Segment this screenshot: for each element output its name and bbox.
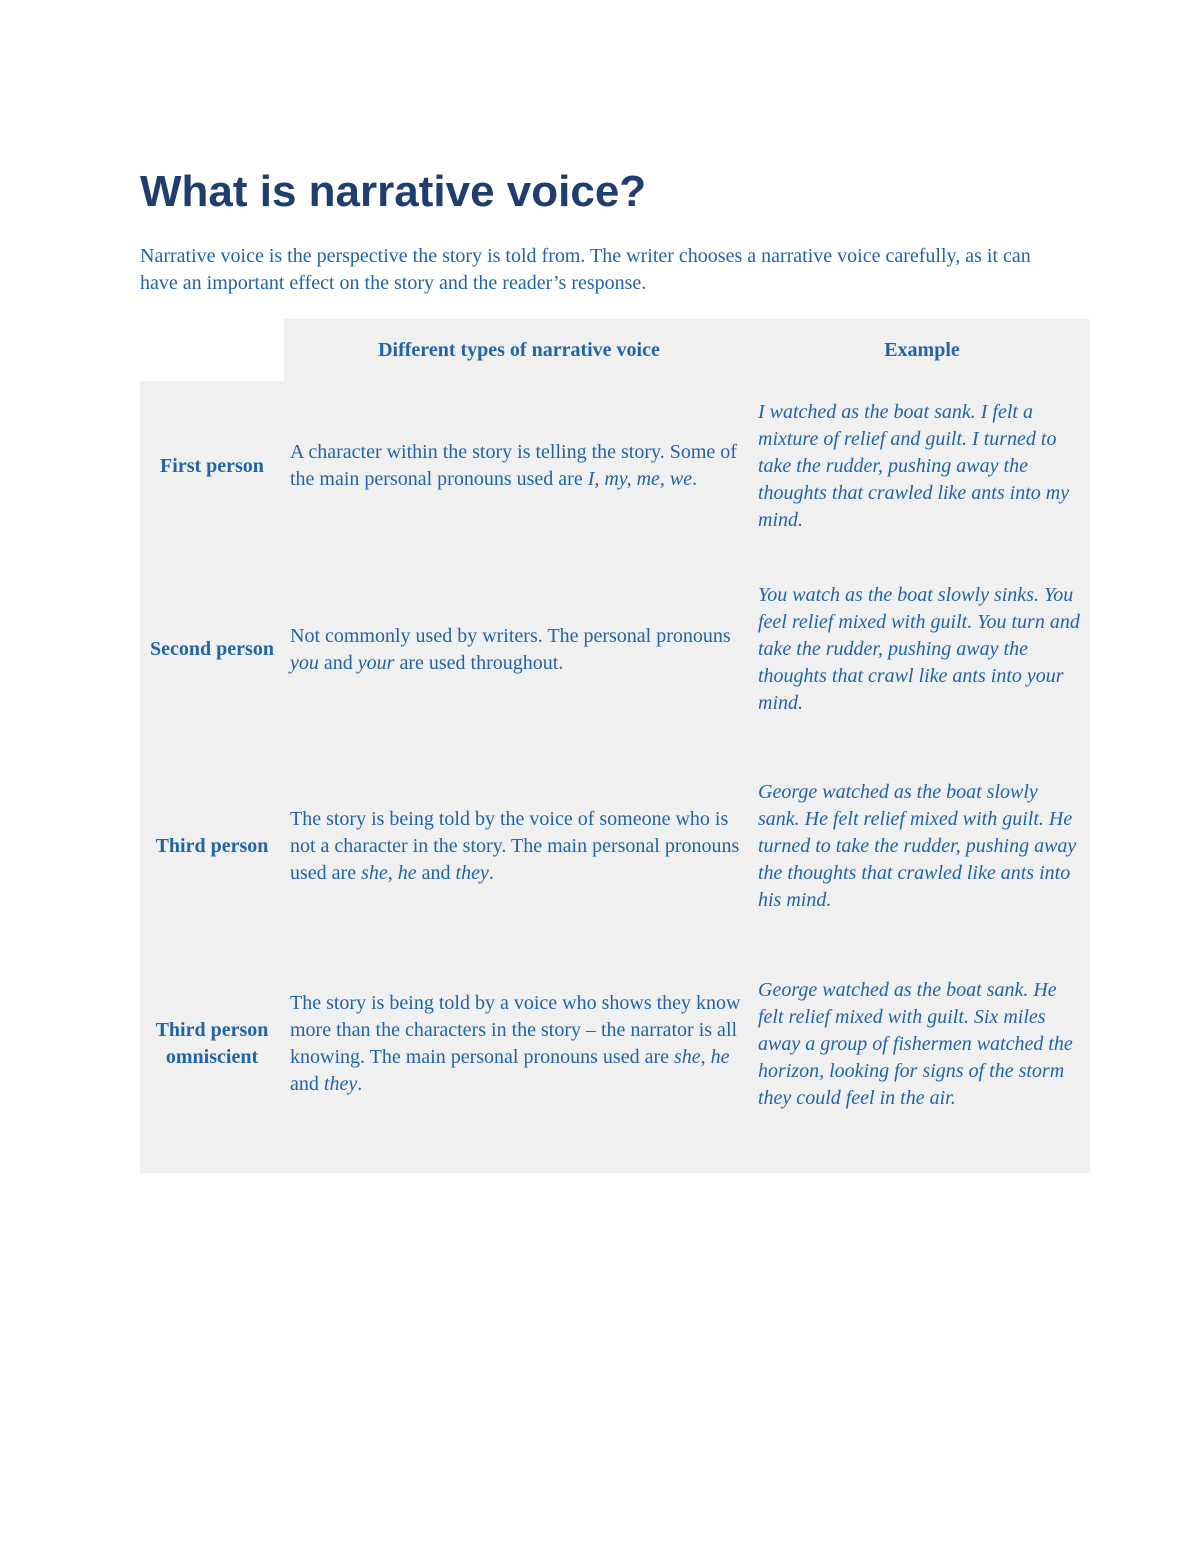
description-text: and: [318, 651, 358, 674]
table-row: [140, 748, 1090, 945]
table-row: [140, 551, 1090, 748]
pronoun-text: they: [323, 1073, 358, 1095]
description-text: ,: [387, 862, 398, 884]
description-text: Not commonly used by writers. The personal pronouns: [290, 624, 731, 647]
description-text: .: [692, 468, 698, 490]
padding-cell: [284, 1143, 754, 1173]
description-text: and: [416, 862, 456, 884]
padding-cell: [140, 1143, 284, 1173]
description-text: The story is being told by the voice of someone who is not a character in the story. The main personal pronouns used are: [290, 808, 740, 884]
pronoun-text: you: [290, 651, 319, 674]
voice-label: Second person: [140, 551, 284, 748]
voice-example: George watched as the boat slowly sank. He felt relief mixed with guilt. He turned to take the rudder, pushing away the thoughts that crawled like ants into his mind.: [754, 748, 1090, 945]
description-text: ,: [700, 1046, 711, 1068]
description-text: and: [290, 1073, 324, 1095]
voice-label: Third person omniscient: [140, 945, 284, 1143]
table-bottom-padding: [140, 1143, 1090, 1173]
padding-cell: [754, 1143, 1090, 1173]
page-title: What is narrative voice?: [140, 167, 647, 216]
pronoun-text: he: [397, 862, 417, 884]
pronoun-text: he: [710, 1046, 730, 1068]
intro-paragraph: Narrative voice is the perspective the story is told from. The writer chooses a narrative voice carefully, as it can have an important effect on the story and the reader’s response.: [140, 245, 1031, 294]
voice-label: Third person: [140, 748, 284, 945]
voice-description: [284, 551, 754, 748]
table-header-row: [140, 319, 1090, 381]
description-text: .: [488, 862, 494, 884]
voice-description: [284, 381, 754, 551]
table-row: [140, 381, 1090, 551]
header-types: Different types of narrative voice: [284, 319, 754, 381]
header-blank-cell: [140, 319, 284, 381]
voice-example: George watched as the boat sank. He felt relief mixed with guilt. Six miles away a group of fishermen watched the horizon, looking for signs of the storm they could feel in the air.: [754, 945, 1090, 1143]
pronoun-text: she: [674, 1046, 701, 1068]
voice-example: I watched as the boat sank. I felt a mixture of relief and guilt. I turned to take the rudder, pushing away the thoughts that crawled like ants into my mind.: [754, 381, 1090, 551]
voice-example: You watch as the boat slowly sinks. You feel relief mixed with guilt. You turn and take the rudder, pushing away the thoughts that crawl like ants into your mind.: [754, 551, 1090, 748]
description-text: A character within the story is telling the story. Some of the main personal pronouns used are: [290, 441, 737, 490]
pronoun-text: your: [357, 651, 395, 674]
description-text: are used throughout.: [394, 651, 564, 674]
pronoun-text: I, my, me, we: [587, 468, 693, 490]
voice-label: First person: [140, 381, 284, 551]
description-text: The story is being told by a voice who shows they know more than the characters in the story – the narrator is all knowing. The main personal pronouns used are: [290, 992, 741, 1068]
description-text: .: [357, 1073, 363, 1095]
narrative-voice-table: [140, 319, 1090, 1173]
pronoun-text: she: [361, 862, 388, 884]
pronoun-text: they: [455, 862, 489, 884]
table-row: [140, 945, 1090, 1143]
header-example: Example: [754, 319, 1090, 381]
voice-description: [284, 945, 754, 1143]
voice-description: [284, 748, 754, 945]
